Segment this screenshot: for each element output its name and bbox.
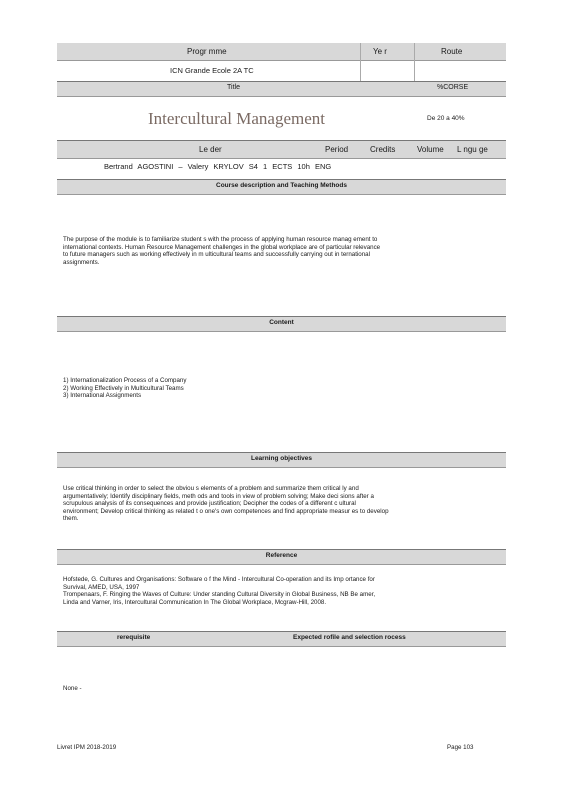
divider xyxy=(360,43,361,81)
reference-line: Trompenaars, F. Ringing the Waves of Culture: Under standing Cultural Diversity in Global Business, NB Be amer, xyxy=(63,591,376,599)
objectives-line: scrupulous analysis of its consequences and provide justification; Decipher the codes of a different c ultural xyxy=(63,500,356,508)
divider xyxy=(414,43,415,81)
content-item: 3) International Assignments xyxy=(63,392,142,400)
objectives-line: environment; Develop critical thinking as related t o one's own competences and find appropriate measur es to develop xyxy=(63,507,389,515)
content-heading: Content xyxy=(269,319,294,326)
reference-text xyxy=(63,576,503,606)
reference-line: Hofstede, G. Cultures and Organisations: Software o f the Mind - Intercultural Co-operation and its Imp ortance for xyxy=(63,576,375,583)
description-heading: Course description and Teaching Methods xyxy=(216,182,347,189)
leader-header-bar xyxy=(57,140,506,159)
title-label: Title xyxy=(227,84,240,91)
year-label: Ye r xyxy=(373,47,387,56)
description-text xyxy=(63,236,503,266)
objectives-heading-bar xyxy=(57,452,506,468)
route-label: Route xyxy=(441,47,463,56)
footer-left: Livret IPM 2018-2019 xyxy=(57,744,117,751)
course-code-label: %CORSE xyxy=(437,84,469,91)
description-line: assignments. xyxy=(63,258,100,266)
description-line: The purpose of the module is to familiarize student s with the process of applying human resource manag ement to xyxy=(63,236,378,243)
content-item: 2) Working Effectively in Multicultural Teams xyxy=(63,384,184,392)
prerequisite-heading-bar xyxy=(57,631,506,647)
description-line: to future managers such as working effectively in m ulticultural teams and successfully carrying out in ternational xyxy=(63,251,371,259)
credits-label: Credits xyxy=(370,145,396,154)
leader-row: Bertrand AGOSTINI – Valery KRYLOV S4 1 ECTS 10h ENG xyxy=(104,162,332,171)
leader-label: Le der xyxy=(199,145,222,154)
title-header-bar xyxy=(57,81,506,97)
reference-line: Survival, AMED, USA, 1997 xyxy=(63,583,140,591)
expected-profile-heading: Expected rofile and selection rocess xyxy=(293,634,406,641)
objectives-heading: Learning objectives xyxy=(250,455,313,462)
prerequisite-heading: rerequisite xyxy=(117,634,151,641)
objectives-line: them. xyxy=(63,515,79,523)
content-item: 1) Internationalization Process of a Company xyxy=(63,377,187,384)
content-list xyxy=(63,377,503,400)
objectives-line: argumentatively; Identify disciplinary fields, meth ods and tools in view of problem solving; Make deci sions after a xyxy=(63,492,374,500)
reference-heading-bar xyxy=(57,549,506,565)
description-line: international contexts. Human Resource Management challenges in the global workplace are of particular relevance xyxy=(63,243,381,251)
programme-header-bar xyxy=(57,43,506,61)
objectives-line: Use critical thinking in order to select the obviou s elements of a problem and summarize them critical ly and xyxy=(63,485,359,492)
footer-page-number: Page 103 xyxy=(447,744,474,751)
period-label: Period xyxy=(325,145,349,154)
de-value: De 20 a 40% xyxy=(427,115,465,122)
content-heading-bar xyxy=(57,316,506,332)
volume-label: Volume xyxy=(417,145,444,154)
programme-label: Progr mme xyxy=(187,47,227,56)
reference-line: Linda and Varner, Iris, Intercultural Communication In The Global Workplace, Mcgraw-Hill, 2008. xyxy=(63,598,327,606)
prerequisite-value: None - xyxy=(63,685,82,692)
language-label: L ngu ge xyxy=(457,145,488,154)
course-title: Intercultural Management xyxy=(148,109,326,128)
description-heading-bar xyxy=(57,179,506,195)
programme-value: ICN Grande Ecole 2A TC xyxy=(170,66,254,75)
objectives-text xyxy=(63,485,503,523)
reference-heading: Reference xyxy=(265,552,298,559)
